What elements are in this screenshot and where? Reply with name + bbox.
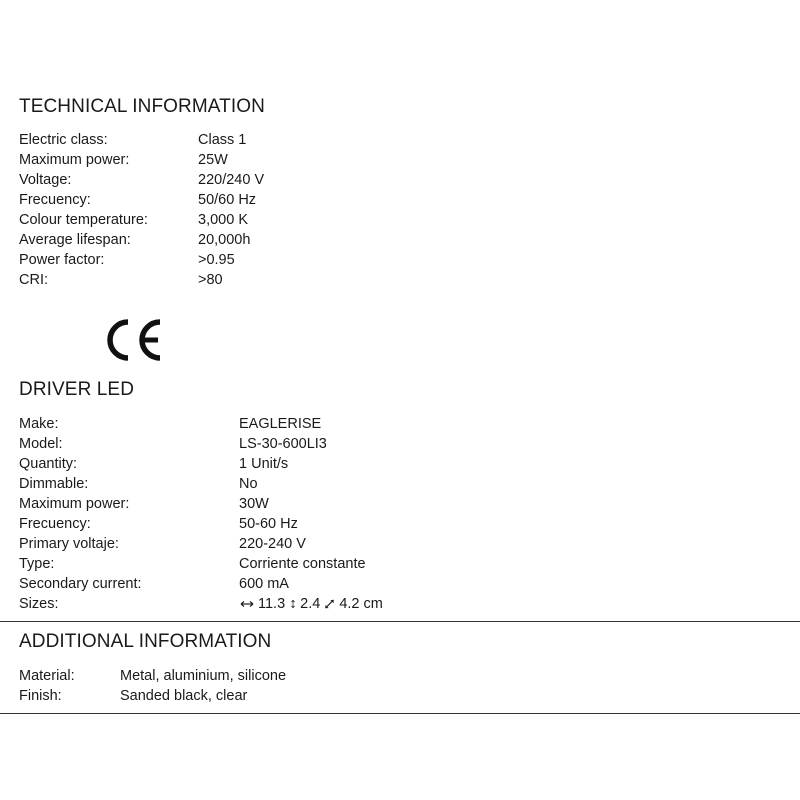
spec-label: Make: [19,416,59,432]
spec-label: Primary voltaje: [19,536,119,552]
height-arrow-icon [288,596,298,612]
spec-value: 220/240 V [198,172,265,188]
depth-arrow-icon [323,596,336,612]
ce-mark-icon [107,318,163,362]
section-divider [0,713,800,714]
spec-row-voltage [19,170,264,190]
spec-value: 50/60 Hz [198,192,257,208]
spec-row-power-factor [19,250,264,270]
spec-row-sizes [19,594,383,614]
spec-label: Dimmable: [19,476,89,492]
additional-information-heading: ADDITIONAL INFORMATION [19,631,272,652]
spec-value: 220-240 V [239,536,306,552]
spec-row-average-lifespan [19,230,264,250]
spec-row-frequency [19,190,264,210]
spec-row-electric-class [19,130,264,150]
spec-label: Type: [19,556,55,572]
technical-spec-table [19,130,264,290]
size-width: 11.3 [258,596,286,612]
spec-label: Voltage: [19,172,72,188]
spec-row-material [19,666,286,686]
spec-row-cri [19,270,264,290]
spec-label: Maximum power: [19,152,130,168]
spec-row-secondary-current [19,574,383,594]
spec-label: Finish: [19,688,62,704]
spec-label: Frecuency: [19,192,91,208]
additional-spec-table [19,666,286,706]
spec-row-dimmable [19,474,383,494]
spec-value: Metal, aluminium, silicone [120,668,287,684]
spec-label: Secondary current: [19,576,142,592]
spec-row-primary-voltage [19,534,383,554]
spec-label: Maximum power: [19,496,130,512]
spec-value: No [239,476,258,492]
spec-row-driver-frequency [19,514,383,534]
spec-label: Model: [19,436,63,452]
spec-value: 20,000h [198,232,251,248]
size-depth: 4.2 cm [339,596,383,612]
spec-value: 25W [198,152,228,168]
spec-label: CRI: [19,272,48,288]
spec-row-driver-maximum-power [19,494,383,514]
spec-label: Average lifespan: [19,232,131,248]
spec-value: Corriente constante [239,556,366,572]
spec-value: 30W [239,496,269,512]
spec-value: 1 Unit/s [239,456,289,472]
spec-row-model [19,434,383,454]
spec-value: Class 1 [198,132,247,148]
driver-led-heading: DRIVER LED [19,379,135,400]
driver-spec-table [19,414,383,614]
spec-label: Quantity: [19,456,78,472]
technical-information-heading: TECHNICAL INFORMATION [19,96,265,117]
spec-row-make [19,414,383,434]
spec-label: Frecuency: [19,516,91,532]
spec-value: LS-30-600LI3 [239,436,327,452]
sizes-value [239,594,383,614]
spec-value: Sanded black, clear [120,688,248,704]
size-height: 2.4 [300,596,321,612]
spec-row-finish [19,686,286,706]
spec-value: >0.95 [198,252,235,268]
spec-value: 600 mA [239,576,289,592]
spec-row-maximum-power [19,150,264,170]
spec-value: 3,000 K [198,212,248,228]
spec-label: Power factor: [19,252,105,268]
spec-value: EAGLERISE [239,416,322,432]
spec-label: Electric class: [19,132,108,148]
spec-label: Material: [19,668,75,684]
spec-label: Colour temperature: [19,212,148,228]
spec-row-quantity [19,454,383,474]
width-arrow-icon [239,596,255,612]
section-divider [0,621,800,622]
spec-value: 50-60 Hz [239,516,298,532]
spec-row-type [19,554,383,574]
spec-label: Sizes: [19,596,59,612]
spec-row-colour-temperature [19,210,264,230]
spec-value: >80 [198,272,223,288]
